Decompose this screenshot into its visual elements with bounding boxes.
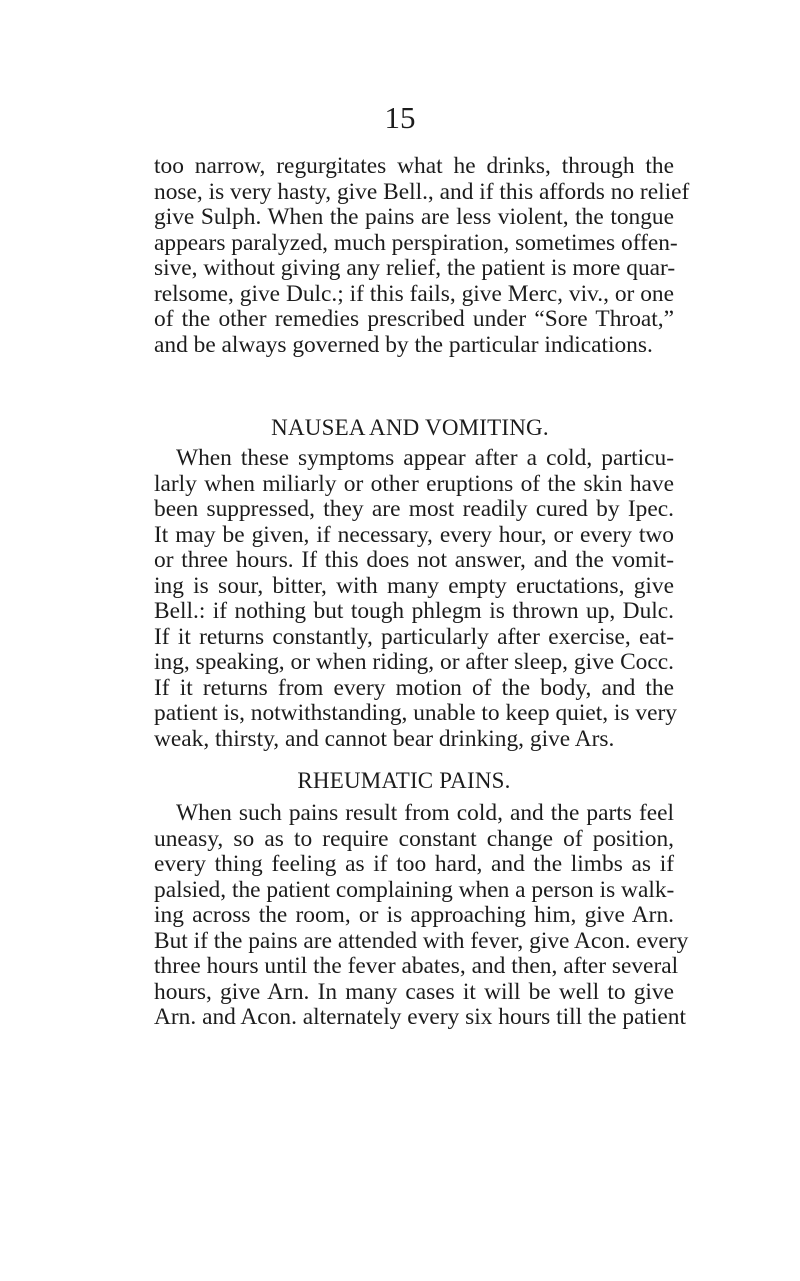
text-line: larly when miliarly or other eruptions of the skin have <box>154 470 674 497</box>
text-line: relsome, give Dulc.; if this fails, give Merc, viv., or one <box>154 280 674 307</box>
paragraph-throat-continuation <box>154 153 690 358</box>
text-line: But if the pains are attended with fever, give Acon. every <box>154 927 689 954</box>
text-line: weak, thirsty, and cannot bear drinking, give Ars. <box>154 725 615 752</box>
text-line: Arn. and Acon. alternately every six hours till the patient <box>154 1004 686 1030</box>
text-line: Bell.: if nothing but tough phlegm is thrown up, Dulc. <box>154 598 674 624</box>
text-line: When these symptoms appear after a cold, particu- <box>176 445 674 471</box>
text-line: every thing feeling as if too hard, and the limbs as if <box>154 851 674 877</box>
page-number: 15 <box>384 100 416 135</box>
section-heading-nausea: NAUSEA AND VOMITING. <box>271 415 549 440</box>
text-line: ing is sour, bitter, with many empty eructations, give <box>154 572 674 599</box>
text-line: of the other remedies prescribed under “Sore Throat,” <box>154 306 674 332</box>
text-line: give Sulph. When the pains are less violent, the tongue <box>154 204 674 230</box>
text-line: appears paralyzed, much perspiration, sometimes offen- <box>154 229 678 256</box>
text-line: nose, is very hasty, give Bell., and if this affords no relief <box>154 178 690 205</box>
text-line: sive, without giving any relief, the patient is more quar- <box>154 255 676 281</box>
text-line: been suppressed, they are most readily cured by Ipec. <box>154 496 674 522</box>
text-line: hours, give Arn. In many cases it will be well to give <box>154 978 674 1005</box>
text-line: patient is, notwithstanding, unable to keep quiet, is very <box>154 700 677 726</box>
text-line: When such pains result from cold, and the parts feel <box>176 800 674 826</box>
text-line: palsied, the patient complaining when a person is walk- <box>154 876 675 903</box>
text-line: If it returns from every motion of the body, and the <box>154 674 674 701</box>
section-heading-rheumatic: RHEUMATIC PAINS. <box>297 768 511 793</box>
text-line: ing across the room, or is approaching him, give Arn. <box>154 902 674 928</box>
text-line: uneasy, so as to require constant change of position, <box>154 825 674 852</box>
text-line: three hours until the fever abates, and then, after several <box>154 953 679 979</box>
text-line: It may be given, if necessary, every hour, or every two <box>154 521 674 548</box>
text-line: ing, speaking, or when riding, or after sleep, give Cocc. <box>154 649 674 675</box>
paragraph-nausea <box>154 445 677 752</box>
text-line: too narrow, regurgitates what he drinks, through the <box>154 153 674 179</box>
text-line: If it returns constantly, particularly after exercise, eat- <box>154 623 674 650</box>
paragraph-rheumatic <box>154 800 689 1031</box>
text-line: and be always governed by the particular indications. <box>154 331 653 358</box>
text-line: or three hours. If this does not answer, and the vomit- <box>154 547 674 573</box>
